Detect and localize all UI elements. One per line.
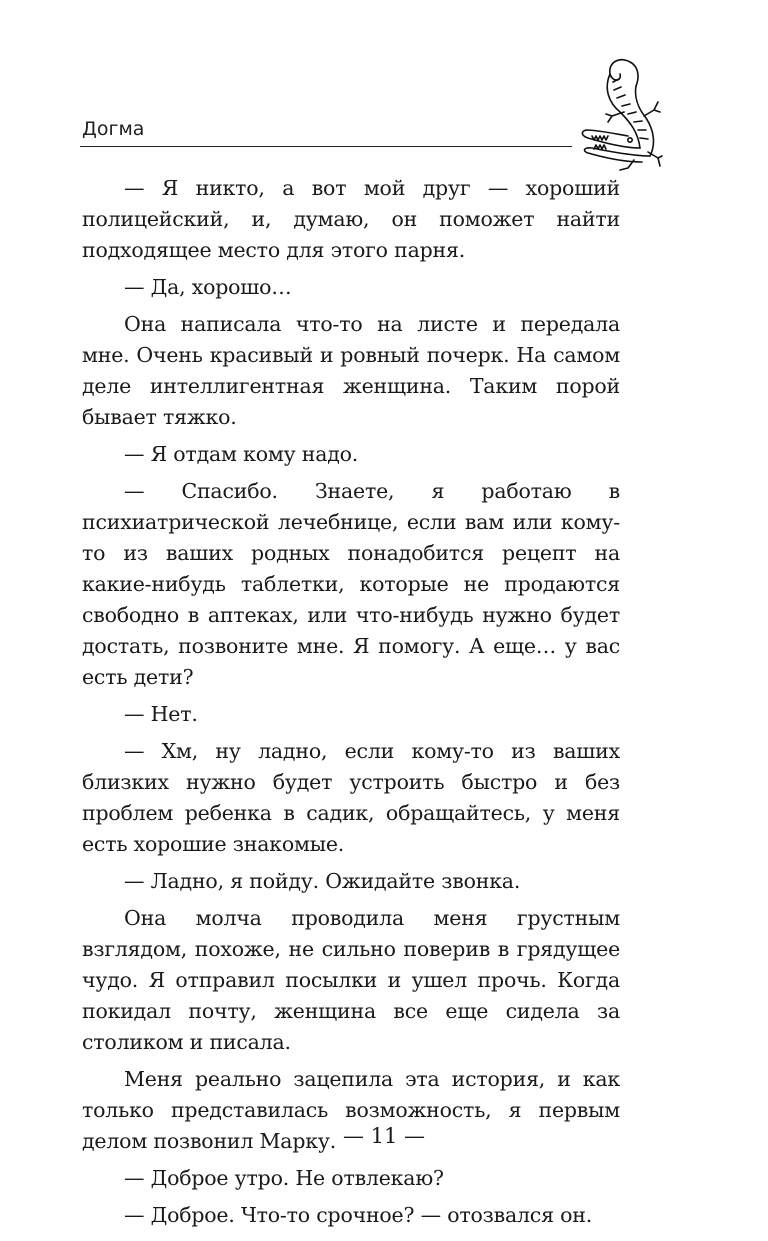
paragraph: — Я никто, а вот мой друг — хороший полицейский, и, думаю, он поможет найти подходящее место для этого парня. <box>82 176 620 262</box>
page-number: — 11 — <box>342 1124 426 1148</box>
paragraph: — Нет. <box>124 702 198 726</box>
paragraph: — Доброе. Что-то срочное? — отозвался он. <box>124 1203 593 1227</box>
paragraph: — Спасибо. Знаете, я работаю в психиатрической лечебнице, если вам или кому-то из ваших родных понадобится рецепт на какие-нибудь таблетки, которые не продаются свободно в аптеках, или что-нибудь нужно будет достать, позвоните мне. Я помогу. А еще… у вас есть дети? <box>82 479 620 689</box>
header-rule <box>80 146 572 147</box>
paragraph: — Ладно, я пойду. Ожидайте звонка. <box>124 869 521 893</box>
paragraph: — Да, хорошо… <box>124 275 292 299</box>
paragraph: Она молча проводила меня грустным взглядом, похоже, не сильно поверив в грядущее чудо. Я отправил посылки и ушел прочь. Когда покидал почту, женщина все еще сидела за столиком и писала. <box>82 906 620 1054</box>
body-text <box>82 173 620 1237</box>
paragraph: — Хм, ну ладно, если кому-то из ваших близких нужно будет устроить быстро и без проблем ребенка в садик, обращайтесь, у меня есть хорошие знакомые. <box>82 739 620 856</box>
paragraph: — Я отдам кому надо. <box>124 442 359 466</box>
paragraph: Меня реально зацепила эта история, и как только представилась возможность, я первым делом позвонил Марку. <box>82 1067 620 1153</box>
paragraph: Она написала что-то на листе и передала мне. Очень красивый и ровный почерк. На самом деле интеллигентная женщина. Таким порой бывает тяжко. <box>82 312 620 429</box>
crocodile-icon <box>568 52 664 176</box>
paragraph: — Доброе утро. Не отвлекаю? <box>124 1166 444 1190</box>
running-head-title: Догма <box>82 118 145 140</box>
